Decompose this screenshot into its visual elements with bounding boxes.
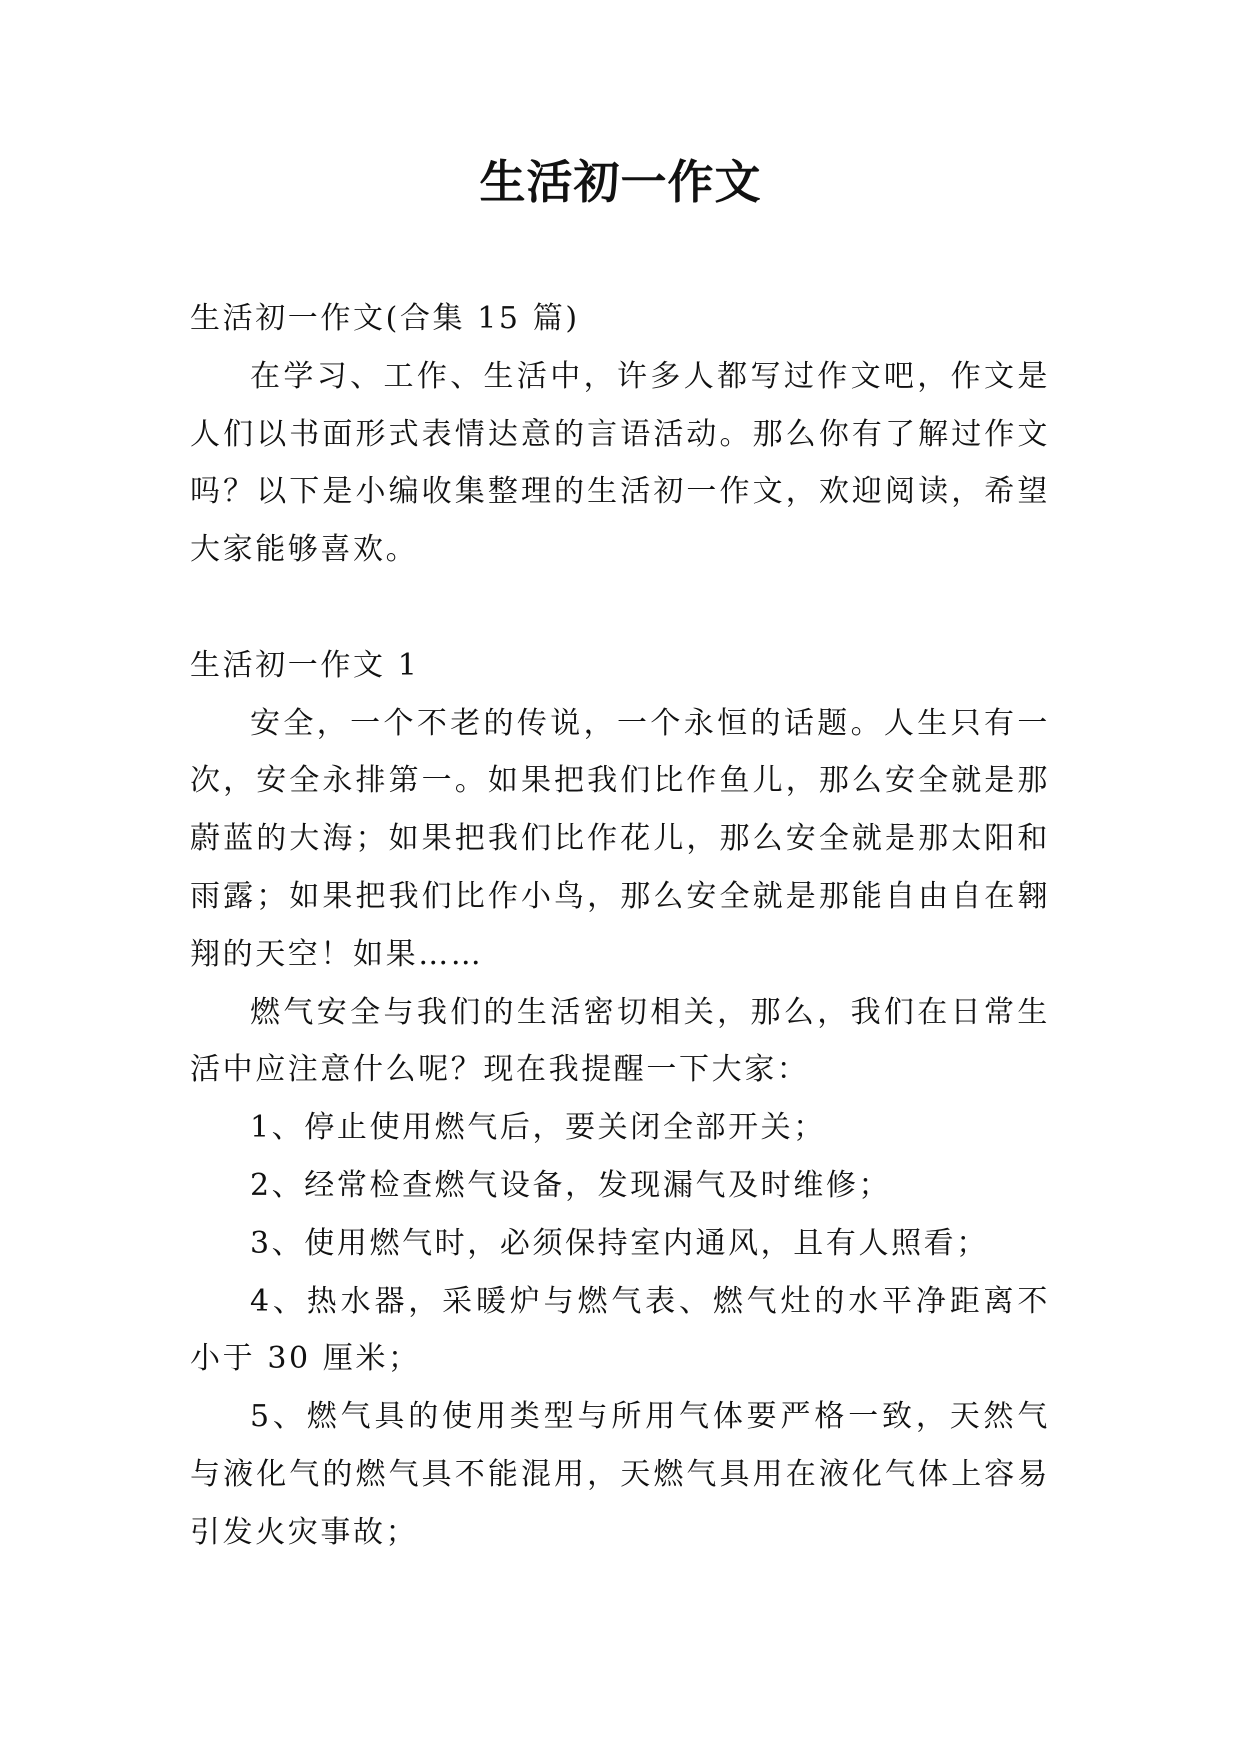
list-item: 1、停止使用燃气后，要关闭全部开关； (250, 1110, 826, 1146)
list-item: 4、热水器，采暖炉与燃气表、燃气灶的水平净距离不小于 30 厘米； (190, 1283, 1050, 1377)
intro-paragraph: 在学习、工作、生活中，许多人都写过作文吧，作文是人们以书面形式表情达意的言语活动。那么你有了解过作文吗？以下是小编收集整理的生活初一作文，欢迎阅读，希望大家能够喜欢。 (190, 358, 1050, 568)
list-item: 3、使用燃气时，必须保持室内通风，且有人照看； (250, 1225, 989, 1261)
document-title: 生活初一作文 (479, 155, 762, 209)
list-item: 2、经常检查燃气设备，发现漏气及时维修； (250, 1167, 892, 1203)
body-paragraph: 安全，一个不老的传说，一个永恒的话题。人生只有一次，安全永排第一。如果把我们比作鱼儿，那么安全就是那蔚蓝的大海；如果把我们比作花儿，那么安全就是那太阳和雨露；如果把我们比作小鸟，那么安全就是那能自由自在翱翔的天空！如果…… (190, 705, 1050, 972)
collection-subtitle: 生活初一作文(合集 15 篇) (190, 301, 580, 336)
section-spacer (190, 579, 1050, 637)
document-body (190, 290, 1050, 1562)
section-heading: 生活初一作文 1 (190, 647, 420, 683)
body-paragraph: 燃气安全与我们的生活密切相关，那么，我们在日常生活中应注意什么呢？现在我提醒一下大家： (190, 994, 1050, 1088)
list-item: 5、燃气具的使用类型与所用气体要严格一致，天然气与液化气的燃气具不能混用，天燃气具用在液化气体上容易引发火灾事故； (190, 1399, 1050, 1550)
